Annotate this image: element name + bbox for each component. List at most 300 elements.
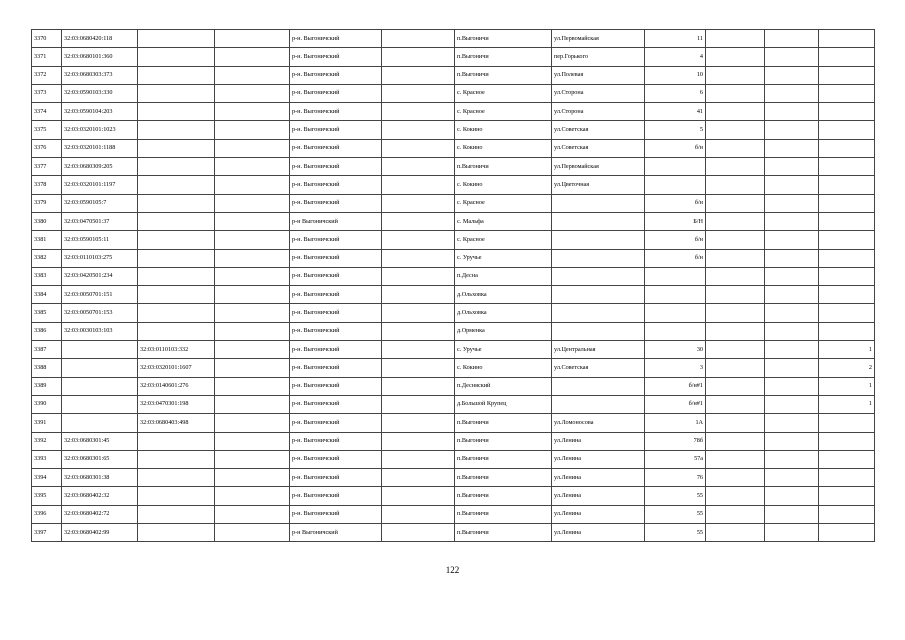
table-row xyxy=(32,121,875,139)
settlement-cell: п.Выгоничи xyxy=(455,414,552,432)
empty-cell xyxy=(765,432,819,450)
settlement-cell: п.Выгоничи xyxy=(455,30,552,48)
row-number-cell: 3397 xyxy=(32,524,62,542)
settlement-cell: п.Выгоничи xyxy=(455,505,552,523)
cadastral-number-cell: 32:03:0590104:203 xyxy=(62,103,138,121)
empty-cell xyxy=(382,395,455,413)
settlement-cell: д.Орменка xyxy=(455,322,552,340)
count-cell xyxy=(819,176,875,194)
settlement-cell: п.Десняский xyxy=(455,377,552,395)
building-cadastral-number-cell xyxy=(138,249,215,267)
empty-cell xyxy=(765,505,819,523)
cadastral-number-cell xyxy=(62,377,138,395)
empty-cell xyxy=(706,158,765,176)
empty-cell xyxy=(382,48,455,66)
empty-cell xyxy=(706,194,765,212)
empty-cell xyxy=(382,432,455,450)
street-cell xyxy=(552,377,645,395)
empty-cell xyxy=(215,395,290,413)
building-cadastral-number-cell xyxy=(138,267,215,285)
district-cell: р-н. Выгоничский xyxy=(290,377,382,395)
empty-cell xyxy=(382,66,455,84)
cadastral-number-cell: 32:03:0680402:32 xyxy=(62,487,138,505)
row-number-cell: 3390 xyxy=(32,395,62,413)
table-row xyxy=(32,524,875,542)
table-row xyxy=(32,212,875,230)
cadastral-number-cell: 32:03:0680303:373 xyxy=(62,66,138,84)
empty-cell xyxy=(706,30,765,48)
empty-cell xyxy=(765,524,819,542)
building-cadastral-number-cell xyxy=(138,194,215,212)
district-cell: р-н. Выгоничский xyxy=(290,304,382,322)
street-cell: пер.Горького xyxy=(552,48,645,66)
empty-cell xyxy=(765,304,819,322)
empty-cell xyxy=(765,66,819,84)
street-cell xyxy=(552,249,645,267)
house-number-cell: б/н xyxy=(645,231,706,249)
settlement-cell: с. Кокино xyxy=(455,359,552,377)
house-number-cell: 3 xyxy=(645,359,706,377)
row-number-cell: 3386 xyxy=(32,322,62,340)
district-cell: р-н. Выгоничский xyxy=(290,66,382,84)
empty-cell xyxy=(765,121,819,139)
cadastral-number-cell: 32:03:0680301:38 xyxy=(62,469,138,487)
empty-cell xyxy=(215,524,290,542)
street-cell: ул.Советская xyxy=(552,139,645,157)
row-number-cell: 3379 xyxy=(32,194,62,212)
count-cell xyxy=(819,487,875,505)
empty-cell xyxy=(765,267,819,285)
house-number-cell: 55 xyxy=(645,505,706,523)
count-cell xyxy=(819,103,875,121)
district-cell: р-н. Выгоничский xyxy=(290,487,382,505)
table-body xyxy=(32,30,875,542)
table-row xyxy=(32,176,875,194)
row-number-cell: 3375 xyxy=(32,121,62,139)
district-cell: р-н. Выгоничский xyxy=(290,231,382,249)
district-cell: р-н. Выгоничский xyxy=(290,469,382,487)
table-row xyxy=(32,322,875,340)
street-cell: ул.Ломоносова xyxy=(552,414,645,432)
building-cadastral-number-cell: 32:03:0680403:498 xyxy=(138,414,215,432)
house-number-cell: 55 xyxy=(645,487,706,505)
district-cell: р-н. Выгоничский xyxy=(290,505,382,523)
empty-cell xyxy=(382,359,455,377)
count-cell xyxy=(819,48,875,66)
building-cadastral-number-cell xyxy=(138,66,215,84)
row-number-cell: 3395 xyxy=(32,487,62,505)
empty-cell xyxy=(382,103,455,121)
empty-cell xyxy=(706,469,765,487)
settlement-cell: с. Уручье xyxy=(455,341,552,359)
table-row xyxy=(32,414,875,432)
empty-cell xyxy=(215,48,290,66)
empty-cell xyxy=(382,158,455,176)
empty-cell xyxy=(382,267,455,285)
cadastral-number-cell: 32:03:0030103:103 xyxy=(62,322,138,340)
count-cell xyxy=(819,84,875,102)
building-cadastral-number-cell xyxy=(138,158,215,176)
empty-cell xyxy=(382,450,455,468)
settlement-cell: с. Красное xyxy=(455,84,552,102)
street-cell: ул.Сторона xyxy=(552,103,645,121)
page-number: 122 xyxy=(445,565,460,575)
building-cadastral-number-cell: 32:03:0140601:276 xyxy=(138,377,215,395)
building-cadastral-number-cell xyxy=(138,121,215,139)
settlement-cell: с. Мальфа xyxy=(455,212,552,230)
building-cadastral-number-cell xyxy=(138,286,215,304)
row-number-cell: 3391 xyxy=(32,414,62,432)
district-cell: р-н. Выгоничский xyxy=(290,359,382,377)
house-number-cell: б/н xyxy=(645,249,706,267)
count-cell: 1 xyxy=(819,341,875,359)
settlement-cell: п.Выгоничи xyxy=(455,432,552,450)
settlement-cell: с. Красное xyxy=(455,103,552,121)
cadastral-number-cell: 32:03:0470501:37 xyxy=(62,212,138,230)
empty-cell xyxy=(382,231,455,249)
district-cell: р-н Выгоничский xyxy=(290,212,382,230)
count-cell xyxy=(819,30,875,48)
building-cadastral-number-cell xyxy=(138,450,215,468)
building-cadastral-number-cell xyxy=(138,176,215,194)
cadastral-number-cell: 32:03:0320101:1197 xyxy=(62,176,138,194)
empty-cell xyxy=(765,469,819,487)
house-number-cell xyxy=(645,304,706,322)
cadastral-number-cell: 32:03:0680402:72 xyxy=(62,505,138,523)
count-cell xyxy=(819,212,875,230)
house-number-cell: 1А xyxy=(645,414,706,432)
empty-cell xyxy=(382,249,455,267)
property-registry-table xyxy=(31,29,875,542)
district-cell: р-н. Выгоничский xyxy=(290,103,382,121)
street-cell: ул.Ленина xyxy=(552,505,645,523)
empty-cell xyxy=(765,194,819,212)
empty-cell xyxy=(765,395,819,413)
empty-cell xyxy=(706,322,765,340)
empty-cell xyxy=(382,341,455,359)
street-cell: ул.Полевая xyxy=(552,66,645,84)
empty-cell xyxy=(706,524,765,542)
empty-cell xyxy=(382,322,455,340)
row-number-cell: 3377 xyxy=(32,158,62,176)
district-cell: р-н. Выгоничский xyxy=(290,341,382,359)
empty-cell xyxy=(382,304,455,322)
table-row xyxy=(32,231,875,249)
house-number-cell: 4 xyxy=(645,48,706,66)
empty-cell xyxy=(215,469,290,487)
count-cell xyxy=(819,450,875,468)
count-cell xyxy=(819,286,875,304)
empty-cell xyxy=(765,377,819,395)
cadastral-number-cell: 32:03:0680301:65 xyxy=(62,450,138,468)
empty-cell xyxy=(765,450,819,468)
district-cell: р-н. Выгоничский xyxy=(290,139,382,157)
building-cadastral-number-cell xyxy=(138,304,215,322)
district-cell: р-н. Выгоничский xyxy=(290,395,382,413)
table-row xyxy=(32,505,875,523)
table-row xyxy=(32,432,875,450)
street-cell: ул.Центральная xyxy=(552,341,645,359)
row-number-cell: 3393 xyxy=(32,450,62,468)
street-cell xyxy=(552,231,645,249)
settlement-cell: д.Ольховка xyxy=(455,286,552,304)
table-row xyxy=(32,395,875,413)
empty-cell xyxy=(215,212,290,230)
empty-cell xyxy=(706,231,765,249)
count-cell xyxy=(819,322,875,340)
empty-cell xyxy=(215,249,290,267)
empty-cell xyxy=(215,432,290,450)
empty-cell xyxy=(765,84,819,102)
empty-cell xyxy=(382,212,455,230)
table-row xyxy=(32,359,875,377)
empty-cell xyxy=(765,487,819,505)
count-cell: 1 xyxy=(819,377,875,395)
empty-cell xyxy=(382,30,455,48)
table-row xyxy=(32,469,875,487)
empty-cell xyxy=(765,249,819,267)
empty-cell xyxy=(382,487,455,505)
table-row xyxy=(32,66,875,84)
empty-cell xyxy=(215,231,290,249)
empty-cell xyxy=(765,30,819,48)
cadastral-number-cell: 32:03:0320101:1023 xyxy=(62,121,138,139)
street-cell xyxy=(552,286,645,304)
empty-cell xyxy=(215,304,290,322)
empty-cell xyxy=(215,450,290,468)
row-number-cell: 3370 xyxy=(32,30,62,48)
empty-cell xyxy=(382,524,455,542)
row-number-cell: 3372 xyxy=(32,66,62,84)
table-row xyxy=(32,286,875,304)
building-cadastral-number-cell xyxy=(138,524,215,542)
empty-cell xyxy=(765,48,819,66)
building-cadastral-number-cell xyxy=(138,469,215,487)
empty-cell xyxy=(215,359,290,377)
empty-cell xyxy=(382,194,455,212)
count-cell xyxy=(819,139,875,157)
count-cell xyxy=(819,194,875,212)
empty-cell xyxy=(765,103,819,121)
house-number-cell: 6 xyxy=(645,84,706,102)
house-number-cell: б/н#1 xyxy=(645,377,706,395)
empty-cell xyxy=(706,249,765,267)
building-cadastral-number-cell xyxy=(138,487,215,505)
table-row xyxy=(32,139,875,157)
street-cell: ул.Ленина xyxy=(552,487,645,505)
street-cell: ул.Ленина xyxy=(552,432,645,450)
settlement-cell: п.Выгоничи xyxy=(455,66,552,84)
street-cell xyxy=(552,212,645,230)
empty-cell xyxy=(706,121,765,139)
empty-cell xyxy=(706,103,765,121)
building-cadastral-number-cell xyxy=(138,322,215,340)
house-number-cell: Б/Н xyxy=(645,212,706,230)
empty-cell xyxy=(706,212,765,230)
cadastral-number-cell: 32:03:0680301:45 xyxy=(62,432,138,450)
empty-cell xyxy=(382,286,455,304)
count-cell xyxy=(819,414,875,432)
count-cell xyxy=(819,432,875,450)
house-number-cell: 30 xyxy=(645,341,706,359)
empty-cell xyxy=(706,48,765,66)
house-number-cell: 55 xyxy=(645,524,706,542)
building-cadastral-number-cell: 32:03:0110103:332 xyxy=(138,341,215,359)
district-cell: р-н. Выгоничский xyxy=(290,450,382,468)
district-cell: р-н. Выгоничский xyxy=(290,322,382,340)
building-cadastral-number-cell: 32:03:0470301:198 xyxy=(138,395,215,413)
cadastral-number-cell xyxy=(62,395,138,413)
row-number-cell: 3388 xyxy=(32,359,62,377)
empty-cell xyxy=(706,414,765,432)
house-number-cell xyxy=(645,176,706,194)
cadastral-number-cell: 32:03:0420501:234 xyxy=(62,267,138,285)
table-row xyxy=(32,377,875,395)
empty-cell xyxy=(382,414,455,432)
settlement-cell: п.Выгоничи xyxy=(455,469,552,487)
building-cadastral-number-cell xyxy=(138,103,215,121)
empty-cell xyxy=(706,286,765,304)
row-number-cell: 3374 xyxy=(32,103,62,121)
empty-cell xyxy=(215,176,290,194)
table-row xyxy=(32,267,875,285)
empty-cell xyxy=(215,194,290,212)
empty-cell xyxy=(215,487,290,505)
district-cell: р-н. Выгоничский xyxy=(290,267,382,285)
empty-cell xyxy=(215,286,290,304)
settlement-cell: п.Выгоничи xyxy=(455,450,552,468)
district-cell: р-н. Выгоничский xyxy=(290,286,382,304)
row-number-cell: 3392 xyxy=(32,432,62,450)
cadastral-number-cell: 32:03:0050701:153 xyxy=(62,304,138,322)
street-cell: ул.Ленина xyxy=(552,450,645,468)
empty-cell xyxy=(765,359,819,377)
district-cell: р-н. Выгоничский xyxy=(290,249,382,267)
house-number-cell: 41 xyxy=(645,103,706,121)
empty-cell xyxy=(706,505,765,523)
count-cell xyxy=(819,66,875,84)
row-number-cell: 3381 xyxy=(32,231,62,249)
table-row xyxy=(32,84,875,102)
cadastral-number-cell: 32:03:0590105:7 xyxy=(62,194,138,212)
cadastral-number-cell: 32:03:0680402:99 xyxy=(62,524,138,542)
count-cell xyxy=(819,524,875,542)
empty-cell xyxy=(765,341,819,359)
empty-cell xyxy=(215,505,290,523)
empty-cell xyxy=(706,377,765,395)
empty-cell xyxy=(706,84,765,102)
empty-cell xyxy=(765,322,819,340)
table-row xyxy=(32,249,875,267)
count-cell xyxy=(819,304,875,322)
building-cadastral-number-cell xyxy=(138,505,215,523)
row-number-cell: 3387 xyxy=(32,341,62,359)
settlement-cell: п.Выгоничи xyxy=(455,158,552,176)
empty-cell xyxy=(706,66,765,84)
house-number-cell: 76 xyxy=(645,469,706,487)
count-cell xyxy=(819,469,875,487)
empty-cell xyxy=(215,267,290,285)
street-cell xyxy=(552,304,645,322)
building-cadastral-number-cell xyxy=(138,432,215,450)
empty-cell xyxy=(706,304,765,322)
street-cell: ул.Ленина xyxy=(552,524,645,542)
cadastral-number-cell: 32:03:0680101:360 xyxy=(62,48,138,66)
empty-cell xyxy=(382,377,455,395)
district-cell: р-н. Выгоничский xyxy=(290,121,382,139)
row-number-cell: 3376 xyxy=(32,139,62,157)
district-cell: р-н. Выгоничский xyxy=(290,414,382,432)
empty-cell xyxy=(215,414,290,432)
district-cell: р-н. Выгоничский xyxy=(290,30,382,48)
cadastral-number-cell: 32:03:0320101:1188 xyxy=(62,139,138,157)
count-cell: 1 xyxy=(819,395,875,413)
empty-cell xyxy=(706,176,765,194)
count-cell xyxy=(819,158,875,176)
row-number-cell: 3380 xyxy=(32,212,62,230)
empty-cell xyxy=(706,450,765,468)
street-cell: ул.Советская xyxy=(552,359,645,377)
settlement-cell: с. Уручье xyxy=(455,249,552,267)
settlement-cell: п.Выгоничи xyxy=(455,48,552,66)
settlement-cell: д.Большой Крупец xyxy=(455,395,552,413)
house-number-cell: 78б xyxy=(645,432,706,450)
street-cell: ул.Советская xyxy=(552,121,645,139)
table-row xyxy=(32,450,875,468)
row-number-cell: 3384 xyxy=(32,286,62,304)
building-cadastral-number-cell xyxy=(138,30,215,48)
settlement-cell: с. Кокино xyxy=(455,121,552,139)
empty-cell xyxy=(382,121,455,139)
row-number-cell: 3389 xyxy=(32,377,62,395)
district-cell: р-н. Выгоничский xyxy=(290,84,382,102)
row-number-cell: 3394 xyxy=(32,469,62,487)
cadastral-number-cell xyxy=(62,341,138,359)
empty-cell xyxy=(706,395,765,413)
settlement-cell: п.Выгоничи xyxy=(455,524,552,542)
district-cell: р-н. Выгоничский xyxy=(290,48,382,66)
count-cell xyxy=(819,505,875,523)
row-number-cell: 3382 xyxy=(32,249,62,267)
street-cell: ул.Первомайская xyxy=(552,30,645,48)
empty-cell xyxy=(765,231,819,249)
row-number-cell: 3383 xyxy=(32,267,62,285)
cadastral-number-cell: 32:03:0680420:118 xyxy=(62,30,138,48)
empty-cell xyxy=(215,66,290,84)
settlement-cell: п.Выгоничи xyxy=(455,487,552,505)
table-row xyxy=(32,48,875,66)
row-number-cell: 3371 xyxy=(32,48,62,66)
count-cell xyxy=(819,121,875,139)
house-number-cell xyxy=(645,322,706,340)
building-cadastral-number-cell xyxy=(138,48,215,66)
empty-cell xyxy=(706,432,765,450)
street-cell xyxy=(552,322,645,340)
empty-cell xyxy=(706,487,765,505)
street-cell xyxy=(552,395,645,413)
cadastral-number-cell: 32:03:0050701:151 xyxy=(62,286,138,304)
house-number-cell: 11 xyxy=(645,30,706,48)
empty-cell xyxy=(382,139,455,157)
table-row xyxy=(32,341,875,359)
empty-cell xyxy=(215,121,290,139)
house-number-cell xyxy=(645,267,706,285)
house-number-cell: 57а xyxy=(645,450,706,468)
settlement-cell: с. Кокино xyxy=(455,139,552,157)
empty-cell xyxy=(765,176,819,194)
street-cell: ул.Ленина xyxy=(552,469,645,487)
empty-cell xyxy=(706,267,765,285)
